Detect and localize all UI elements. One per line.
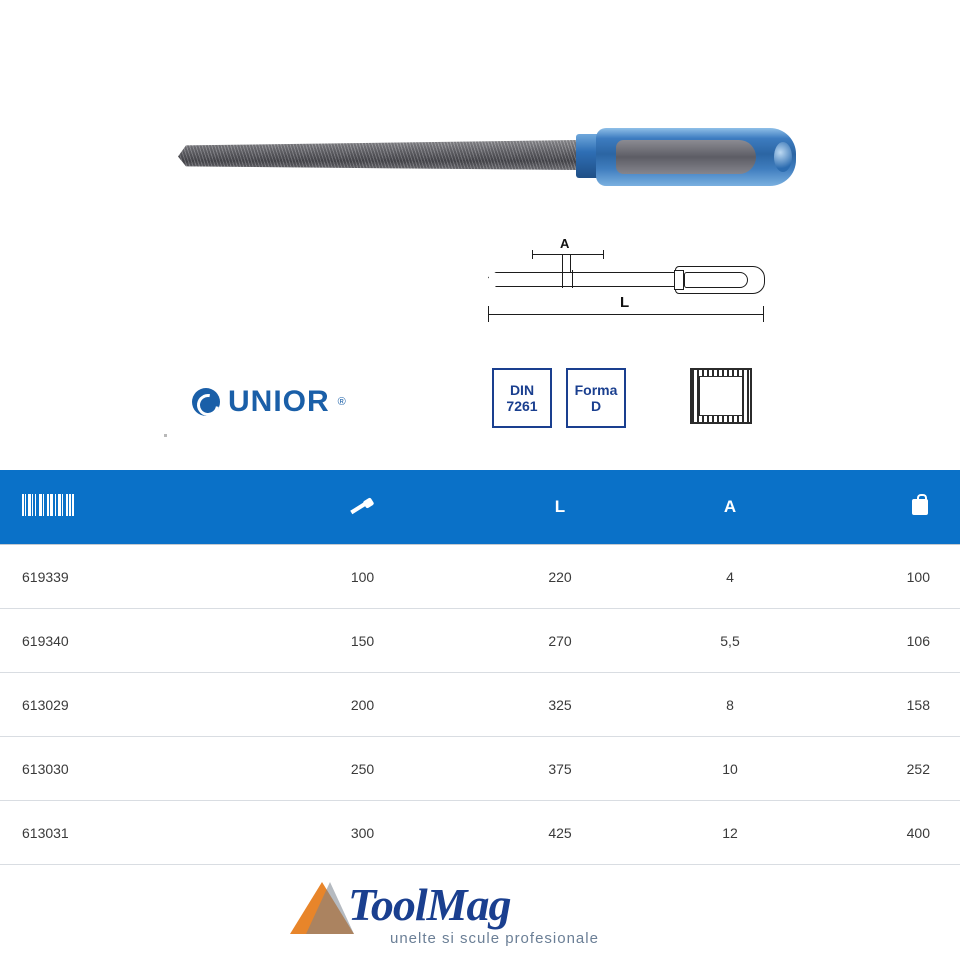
product-image-area — [0, 0, 960, 235]
sketch-label-l: L — [620, 294, 630, 311]
cell-size: 300 — [255, 801, 470, 865]
unior-wordmark: UNIOR — [228, 385, 330, 418]
table-row — [0, 801, 960, 865]
spec-table — [0, 470, 960, 865]
cell-length: 375 — [470, 737, 650, 801]
forma-badge — [566, 368, 626, 428]
header-code — [0, 470, 255, 545]
cell-size: 100 — [255, 545, 470, 609]
header-weight — [810, 470, 960, 545]
tool-handle-endcap — [774, 142, 792, 172]
cell-size: 200 — [255, 673, 470, 737]
cell-weight: 400 — [810, 801, 960, 865]
brand-and-badges-row — [0, 360, 960, 460]
din-badge — [492, 368, 552, 428]
sketch-a-marker — [562, 270, 573, 288]
sketch-l-tick-right — [763, 306, 764, 322]
forma-badge-line2: D — [590, 398, 602, 414]
cell-weight: 100 — [810, 545, 960, 609]
dimension-sketch — [470, 236, 790, 334]
header-a: A — [650, 470, 810, 545]
table-row — [0, 609, 960, 673]
sketch-a-dim-line — [532, 254, 604, 255]
sketch-handle-grip — [684, 272, 748, 288]
tool-handle-grip — [616, 140, 756, 174]
barcode-icon — [22, 494, 74, 516]
tool-blade-texture — [178, 140, 578, 170]
cell-a: 10 — [650, 737, 810, 801]
cell-a: 5,5 — [650, 609, 810, 673]
table-header — [0, 470, 960, 545]
sketch-a-leader-right — [570, 254, 571, 272]
cell-code: 619340 — [0, 609, 255, 673]
cell-length: 270 — [470, 609, 650, 673]
forma-badge-line1: Forma — [574, 381, 618, 398]
profile-inner-square — [699, 376, 743, 416]
header-size — [255, 470, 470, 545]
bag-icon — [910, 494, 930, 516]
header-length: L — [470, 470, 650, 545]
registered-mark: ® — [337, 396, 346, 408]
cell-size: 150 — [255, 609, 470, 673]
din-badge-line2: 7261 — [506, 398, 538, 414]
din-badge-line1: DIN — [509, 381, 535, 398]
sketch-a-tick-right — [603, 250, 604, 259]
sketch-label-a: A — [560, 236, 570, 251]
cell-weight: 158 — [810, 673, 960, 737]
table-body — [0, 545, 960, 865]
sketch-a-tick-left — [532, 250, 533, 259]
cell-length: 325 — [470, 673, 650, 737]
cell-a: 12 — [650, 801, 810, 865]
toolmag-triangle-grey — [306, 882, 354, 934]
toolmag-wordmark: ToolMag — [348, 879, 511, 930]
specification-table — [0, 470, 960, 865]
sketch-l-dim-line — [488, 314, 764, 315]
cell-code: 613031 — [0, 801, 255, 865]
table-row — [0, 545, 960, 609]
cell-length: 425 — [470, 801, 650, 865]
cell-code: 613029 — [0, 673, 255, 737]
sketch-l-tick-left — [488, 306, 489, 322]
table-header-row — [0, 470, 960, 545]
file-tool-icon — [178, 118, 498, 188]
sketch-a-leader-left — [562, 254, 563, 272]
sketch-blade — [488, 272, 685, 287]
file-icon — [350, 494, 376, 516]
toolmag-tagline: unelte si scule profesionale — [390, 930, 599, 947]
square-profile-icon — [690, 368, 752, 424]
unior-mark-icon — [192, 388, 220, 416]
cell-weight: 106 — [810, 609, 960, 673]
toolmag-mark-icon — [290, 882, 354, 934]
decorative-dot — [164, 434, 167, 437]
cell-code: 619339 — [0, 545, 255, 609]
table-row — [0, 673, 960, 737]
cell-a: 8 — [650, 673, 810, 737]
footer — [0, 870, 960, 960]
cell-weight: 252 — [810, 737, 960, 801]
sketch-handle-cap — [674, 270, 684, 290]
cell-size: 250 — [255, 737, 470, 801]
unior-logo — [192, 385, 346, 419]
cell-a: 4 — [650, 545, 810, 609]
table-row — [0, 737, 960, 801]
toolmag-logo — [290, 878, 680, 952]
cell-code: 613030 — [0, 737, 255, 801]
cell-length: 220 — [470, 545, 650, 609]
